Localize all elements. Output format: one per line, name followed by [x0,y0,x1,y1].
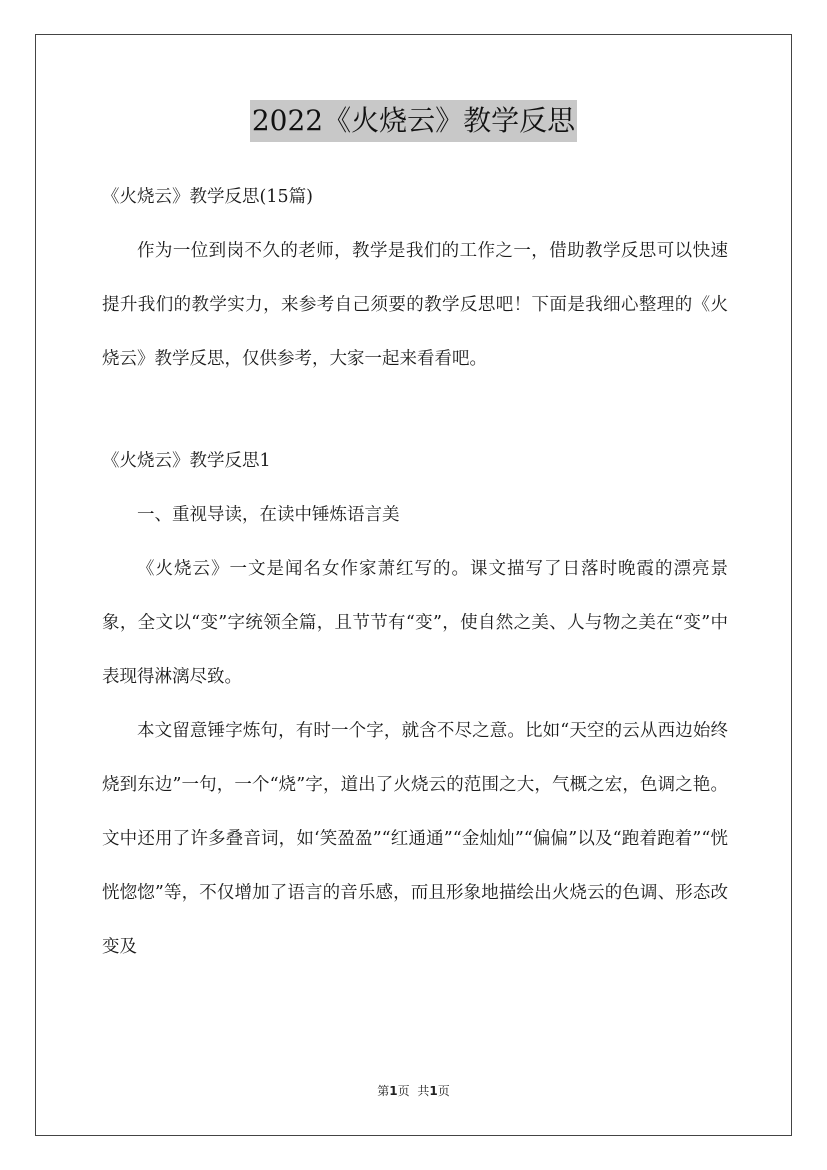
footer-total-pages: 1 [429,1084,438,1098]
document-title-text: 2022《火烧云》教学反思 [250,100,577,142]
footer-page-number: 1 [389,1084,398,1098]
point-heading: 一、重视导读，在读中锤炼语言美 [137,505,400,525]
page-footer [0,1082,827,1099]
footer-total-prefix: 共 [417,1084,430,1098]
document-body [102,170,728,974]
footer-prefix: 第 [377,1084,390,1098]
document-title [0,100,827,142]
section-spacer [102,386,728,434]
intro-paragraph: 作为一位到岗不久的老师，教学是我们的工作之一，借助教学反思可以快速提升我们的教学实力，来参考自己须要的教学反思吧！下面是我细心整理的《火烧云》教学反思，仅供参考，大家一起来看看吧。 [102,241,728,369]
body-paragraph-2: 本文留意锤字炼句，有时一个字，就含不尽之意。比如“天空的云从西边始终烧到东边”一句，一个“烧”字，道出了火烧云的范围之大，气概之宏，色调之艳。文中还用了许多叠音词，如‘笑盈盈”“红通通”“金灿灿”“偏偏”以及“跑着跑着”“恍恍惚惚”等，不仅增加了语言的音乐感，而且形象地描绘出火烧云的色调、形态改变及 [102,721,728,957]
footer-page-suffix: 页 [397,1084,410,1098]
document-subtitle: 《火烧云》教学反思(15篇) [102,187,313,207]
section-heading: 《火烧云》教学反思1 [102,451,271,471]
body-paragraph-1: 《火烧云》一文是闻名女作家萧红写的。课文描写了日落时晚霞的漂亮景象，全文以“变”字统领全篇，且节节有“变”，使自然之美、人与物之美在“变”中表现得淋漓尽致。 [102,559,728,687]
footer-total-suffix: 页 [437,1084,450,1098]
